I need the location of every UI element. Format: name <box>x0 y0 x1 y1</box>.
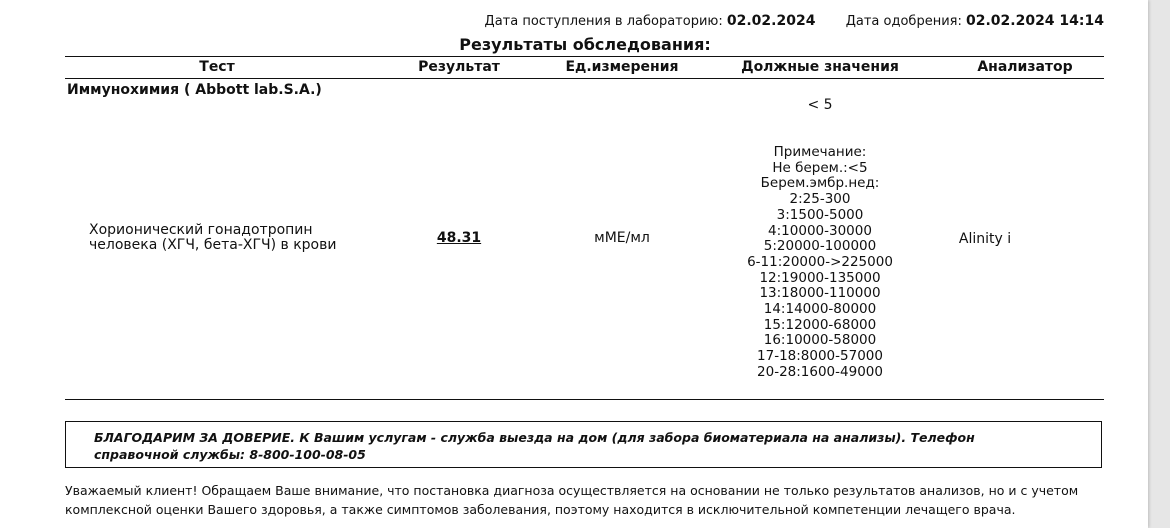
reference-note-line: 15:12000-68000 <box>763 316 877 333</box>
dates-line <box>485 13 1104 29</box>
reference-note-line: 14:14000-80000 <box>763 301 877 318</box>
test-name <box>89 223 336 253</box>
report-title: Результаты обследования: <box>459 35 711 54</box>
reference-note-line: 3:1500-5000 <box>776 206 864 223</box>
approved-date-label: Дата одобрения: <box>845 14 962 29</box>
unit-value: мМЕ/мл <box>594 230 650 246</box>
test-name-line: человека (ХГЧ, бета-ХГЧ) в крови <box>89 237 337 253</box>
reference-notes <box>715 145 925 381</box>
service-notice-line: справочной службы: 8-800-100-08-05 <box>94 447 366 462</box>
section-title: Иммунохимия ( Abbott lab.S.A.) <box>67 82 322 98</box>
column-header-reference: Должные значения <box>741 59 899 75</box>
disclaimer <box>65 482 1115 519</box>
column-header-unit: Ед.измерения <box>565 59 679 75</box>
table-header-rule <box>65 78 1104 79</box>
table-top-rule <box>65 56 1104 57</box>
reference-note-line: 16:10000-58000 <box>763 332 877 349</box>
disclaimer-line: Уважаемый клиент! Обращаем Ваше внимание, что постановка диагноза осуществляется на основании не только результатов анализов, но и с учетом <box>65 483 1079 498</box>
reference-note-line: 20-28:1600-49000 <box>757 363 883 380</box>
disclaimer-line: комплексной оценки Вашего здоровья, а также симптомов заболевания, поэтому находится в исключительной компетенции лечащего врача. <box>65 501 1016 517</box>
reference-note-line: 6-11:20000->225000 <box>747 253 893 270</box>
analyzer-value: Alinity i <box>958 231 1012 247</box>
column-header-analyzer: Анализатор <box>977 59 1073 75</box>
reference-note-line: Не берем.:<5 <box>772 159 868 176</box>
service-notice-line: БЛАГОДАРИМ ЗА ДОВЕРИЕ. К Вашим услугам - служба выезда на дом (для забора биоматериала на анализы). Телефон <box>94 430 975 445</box>
reference-note-line: 4:10000-30000 <box>768 222 872 239</box>
column-header-test: Тест <box>199 59 235 75</box>
reference-note-line: Примечание: <box>773 144 867 160</box>
reference-note-line: Берем.эмбр.нед: <box>760 175 880 192</box>
reference-note-line: 5:20000-100000 <box>763 238 877 255</box>
result-value: 48.31 <box>436 230 482 246</box>
reference-main: < 5 <box>807 97 833 113</box>
reference-note-line: 12:19000-135000 <box>759 269 881 286</box>
column-header-result: Результат <box>418 59 500 75</box>
table-bottom-rule <box>65 399 1104 400</box>
reference-note-line: 17-18:8000-57000 <box>757 348 883 365</box>
approved-date-value: 02.02.2024 14:14 <box>965 13 1104 29</box>
service-notice-box <box>65 421 1102 468</box>
received-date-label: Дата поступления в лабораторию: <box>484 14 723 29</box>
received-date-value: 02.02.2024 <box>726 13 816 29</box>
test-name-line: Хорионический гонадотропин <box>89 222 313 238</box>
reference-note-line: 2:25-300 <box>789 191 851 208</box>
reference-note-line: 13:18000-110000 <box>759 285 881 302</box>
